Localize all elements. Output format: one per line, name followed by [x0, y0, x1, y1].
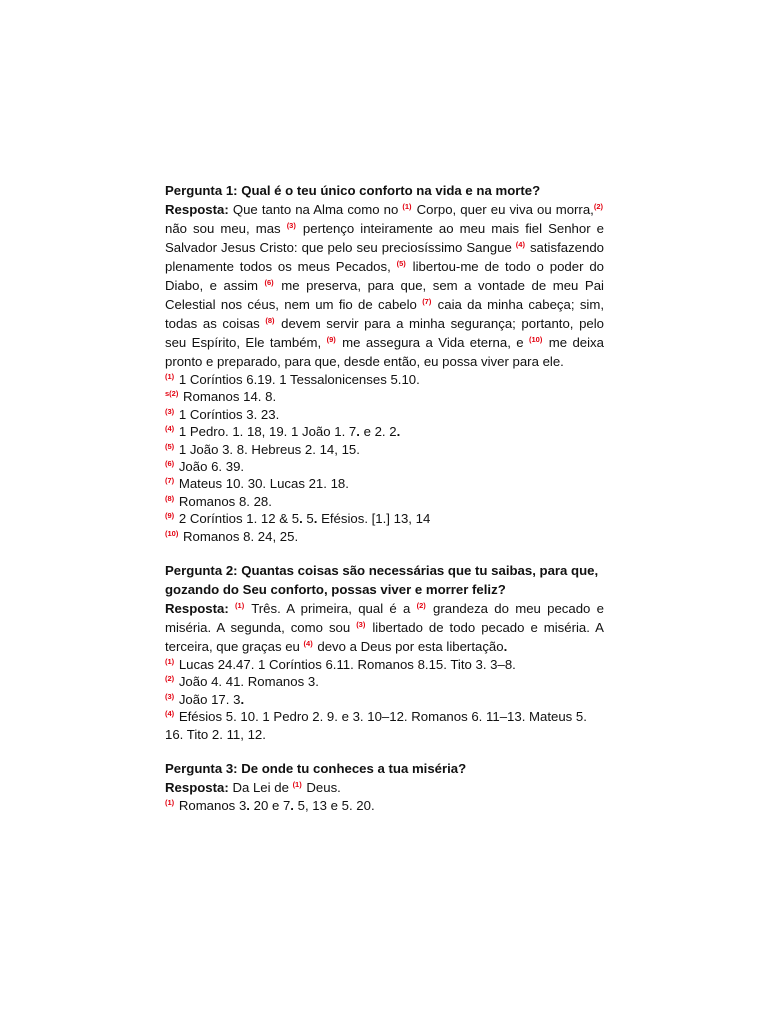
footnote-marker: (4) — [165, 709, 175, 719]
footnote-marker: (6) — [264, 278, 274, 287]
footnote-marker: (10) — [165, 528, 179, 538]
document-page — [165, 181, 604, 815]
footnote-marker: (1) — [292, 780, 302, 790]
answer-3 — [165, 778, 604, 797]
footnote-marker: (3) — [286, 221, 296, 230]
text-run: Que tanto na Alma como no — [228, 202, 403, 217]
footnote-marker: (1) — [402, 202, 412, 211]
text-run: 2 Coríntios 1. 12 & 5 — [175, 511, 300, 527]
footnote-marker: (7) — [422, 297, 432, 306]
text-run: me preserva, para que, sem a vontade de meu Pai Celestial nos céus, nem um fio de cabelo — [165, 278, 604, 312]
text-run: 20 e 7 — [249, 798, 291, 814]
footnote-marker: (2) — [593, 202, 603, 211]
footnote-marker: (4) — [165, 424, 175, 434]
bold-text: . — [396, 424, 401, 440]
answer-1 — [165, 200, 604, 371]
question-2: Pergunta 2: Quantas coisas são necessárias que tu saibas, para que, gozando do Seu conforto, possas viver e morrer feliz? — [165, 563, 599, 598]
text-run: João 17. 3 — [175, 691, 241, 707]
footnote-marker: s(2) — [165, 389, 179, 399]
references-1 — [165, 371, 604, 545]
text-run: 5 — [302, 511, 314, 527]
footnote-marker: (4) — [515, 240, 525, 249]
reference-line — [165, 475, 604, 492]
text-run: não sou meu, mas — [165, 221, 287, 236]
text-run: Romanos 14. 8. — [179, 389, 277, 405]
bold-text: . — [240, 691, 245, 707]
reference-line — [165, 406, 604, 423]
footnote-marker: (2) — [165, 674, 175, 684]
text-run: 1 Coríntios 3. 23. — [175, 406, 280, 422]
text-run: libertado de todo pecado e miséria. A terceira, que graças eu — [165, 620, 604, 655]
references-3 — [165, 797, 604, 814]
text-run: pertenço inteiramente ao meu mais fiel Senhor e Salvador Jesus Cristo: que pelo seu preciosíssimo Sangue — [165, 221, 604, 255]
reference-line — [165, 458, 604, 475]
text-run: Mateus 10. 30. Lucas 21. 18. — [175, 476, 349, 492]
text-run: me assegura a Vida eterna, e — [336, 335, 529, 350]
text-run: Corpo, quer eu viva ou morra, — [412, 202, 594, 217]
footnote-marker: (5) — [165, 441, 175, 451]
text-run: Três. A primeira, qual é a — [245, 601, 417, 617]
footnote-marker: (4) — [303, 639, 313, 649]
text-run: Romanos 8. 28. — [175, 493, 272, 509]
text-run: Deus. — [302, 780, 341, 796]
reference-line — [165, 371, 604, 388]
footnote-marker: (1) — [165, 798, 175, 808]
bold-text: . — [290, 798, 294, 814]
text-run: Efésios. [1.] 13, 14 — [317, 511, 431, 527]
footnote-marker: (6) — [165, 459, 175, 469]
text-run: João 4. 41. Romanos 3. — [175, 674, 319, 690]
text-run: 1 Coríntios 6.19. 1 Tessalonicenses 5.10. — [175, 372, 420, 387]
text-run: Efésios 5. 10. 1 Pedro 2. 9. e 3. 10–12. Romanos 6. 11–13. Mateus 5. 16. Tito 2. 11, 12. — [165, 709, 587, 742]
footnote-marker: (9) — [165, 511, 175, 521]
text-run: Lucas 24.47. 1 Coríntios 6.11. Romanos 8.15. Tito 3. 3–8. — [175, 657, 516, 673]
text-run: Romanos 3 — [175, 798, 247, 814]
reference-line — [165, 510, 604, 527]
text-run: 5, 13 e 5. 20. — [293, 798, 375, 814]
reference-line — [165, 691, 604, 708]
footnote-marker: (5) — [396, 259, 406, 268]
text-run: caia da minha cabeça; sim, todas as coisas — [165, 297, 604, 331]
answer-2 — [165, 599, 604, 656]
reference-line — [165, 656, 604, 673]
question-1: Pergunta 1: Qual é o teu único conforto na vida e na morte? — [165, 183, 541, 198]
text-run: devo a Deus por esta libertação — [313, 639, 504, 655]
bold-text: . — [246, 798, 250, 814]
section-3 — [165, 759, 604, 814]
footnote-marker: (7) — [165, 476, 175, 486]
text-run: satisfazendo plenamente todos os meus Pecados, — [165, 240, 605, 274]
footnote-marker: (8) — [265, 316, 275, 325]
answer-label: Resposta: — [165, 202, 229, 217]
bold-text: . — [313, 511, 318, 527]
footnote-marker: (2) — [416, 601, 426, 611]
section-1 — [165, 181, 604, 545]
footnote-marker: (1) — [235, 601, 245, 611]
text-run: 1 João 3. 8. Hebreus 2. 14, 15. — [175, 441, 360, 457]
reference-line — [165, 708, 604, 743]
reference-line — [165, 441, 604, 458]
footnote-marker: (1) — [165, 372, 175, 381]
footnote-marker: (3) — [165, 406, 175, 416]
footnote-marker: (10) — [529, 335, 543, 344]
text-run: e 2. 2 — [359, 424, 397, 440]
text-run: devem servir para a minha segurança; portanto, pelo seu Espírito, Ele também, — [165, 316, 604, 350]
text-run: me deixa pronto e preparado, para que, desde então, eu possa viver para ele. — [165, 335, 604, 369]
reference-line — [165, 423, 604, 440]
text-run: Romanos 8. 24, 25. — [179, 528, 299, 544]
reference-line — [165, 528, 604, 545]
bold-text: . — [356, 424, 360, 440]
answer-label: Resposta — [165, 780, 225, 796]
references-2 — [165, 656, 604, 743]
question-3: Pergunta 3: De onde tu conheces a tua miséria? — [165, 761, 467, 777]
footnote-marker: (3) — [165, 691, 175, 701]
reference-line — [165, 388, 604, 405]
text-run: libertou-me de todo o poder do Diabo, e assim — [165, 259, 604, 293]
reference-line — [165, 797, 604, 814]
footnote-marker: (8) — [165, 493, 175, 503]
bold-text: . — [299, 511, 303, 527]
footnote-marker: (3) — [356, 620, 366, 630]
bold-text: . — [503, 639, 508, 655]
footnote-marker: (9) — [326, 335, 336, 344]
answer-label: Resposta: — [165, 601, 229, 617]
bold-text: : — [224, 780, 229, 796]
text-run: grandeza do meu pecado e miséria. A segunda, como sou — [165, 601, 604, 636]
text-run: 1 Pedro. 1. 18, 19. 1 João 1. 7 — [175, 424, 357, 440]
section-2 — [165, 561, 604, 743]
footnote-marker: (1) — [165, 657, 175, 667]
text-run: João 6. 39. — [175, 459, 245, 475]
text-run: Da Lei de — [228, 780, 293, 796]
reference-line — [165, 493, 604, 510]
reference-line — [165, 673, 604, 690]
